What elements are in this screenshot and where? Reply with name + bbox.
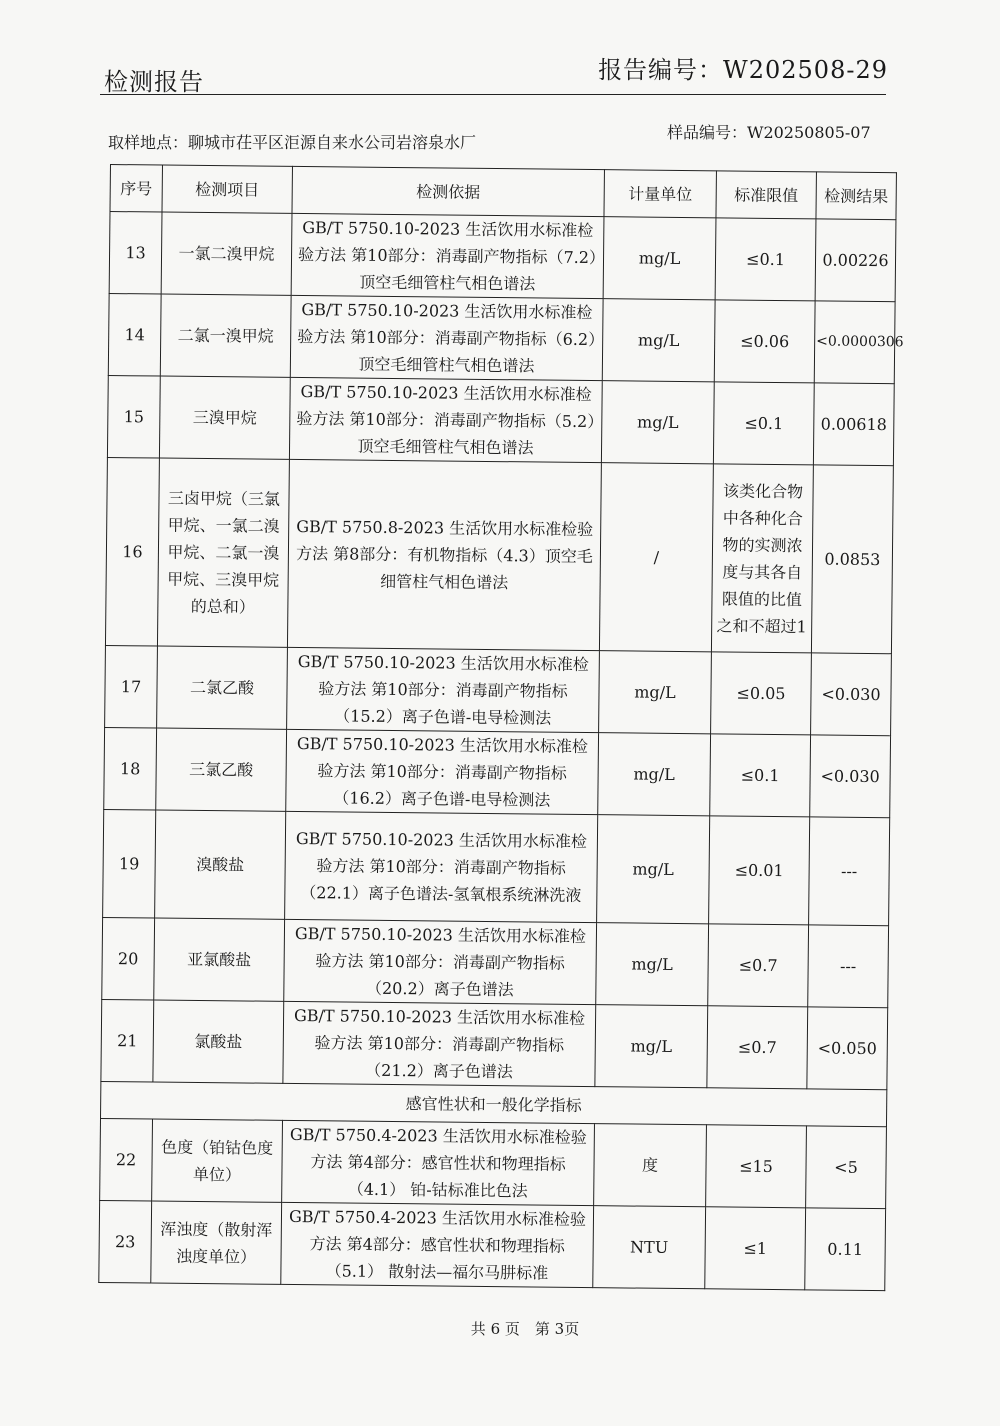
row-number: 14 — [108, 293, 161, 376]
row-number: 15 — [107, 375, 160, 458]
table-row — [107, 375, 894, 465]
test-basis: GB/T 5750.10-2023 生活饮用水标准检验方法 第10部分：消毒副产物指标（5.2）顶空毛细管柱气相色谱法 — [289, 377, 602, 462]
unit: mg/L — [598, 733, 711, 816]
row-number: 16 — [105, 457, 159, 646]
test-item: 二氯一溴甲烷 — [160, 294, 291, 377]
unit: mg/L — [599, 651, 712, 734]
unit: NTU — [593, 1206, 706, 1289]
sampling-location: 取样地点：聊城市茌平区洰源自来水公司岩溶泉水厂 — [108, 133, 477, 152]
test-item: 一氯二溴甲烷 — [161, 212, 292, 295]
col-header-basis: 检测依据 — [292, 166, 604, 216]
standard-limit: ≤0.7 — [708, 924, 809, 1007]
table-header-row — [110, 165, 896, 220]
test-item: 亚氯酸盐 — [154, 918, 285, 1001]
test-result: 0.11 — [805, 1208, 886, 1291]
document-title: 检测报告 — [104, 68, 204, 96]
test-result: <0.030 — [810, 735, 891, 818]
test-item: 三氯乙酸 — [156, 728, 287, 811]
col-header-limit: 标准限值 — [716, 171, 816, 219]
standard-limit: ≤0.7 — [707, 1006, 808, 1089]
test-result: 0.00618 — [813, 383, 894, 466]
test-item: 三卤甲烷（三氯甲烷、一氯二溴甲烷、二氯一溴甲烷、三溴甲烷的总和） — [157, 458, 289, 647]
table-row — [101, 999, 888, 1089]
unit: mg/L — [601, 381, 714, 464]
row-number: 19 — [103, 809, 156, 918]
unit: mg/L — [595, 1005, 708, 1088]
test-result: <0.050 — [807, 1007, 888, 1090]
test-basis: GB/T 5750.10-2023 生活饮用水标准检验方法 第10部分：消毒副产物指标（7.2）顶空毛细管柱气相色谱法 — [291, 213, 604, 298]
standard-limit: 该类化合物中各种化合物的实测浓度与其各自限值的比值之和不超过1 — [711, 464, 813, 653]
test-item: 二氯乙酸 — [157, 646, 288, 729]
unit: / — [599, 463, 713, 652]
test-basis: GB/T 5750.4-2023 生活饮用水标准检验方法 第4部分：感官性状和物理指标（5.1） 散射法—福尔马肼标准 — [281, 1202, 594, 1287]
table-row — [100, 1118, 887, 1208]
test-basis: GB/T 5750.8-2023 生活饮用水标准检验方法 第8部分：有机物指标（4.3）顶空毛细管柱气相色谱法 — [287, 459, 601, 650]
table-row — [105, 645, 892, 735]
test-basis: GB/T 5750.10-2023 生活饮用水标准检验方法 第10部分：消毒副产物指标（15.2）离子色谱-电导检测法 — [287, 647, 600, 732]
row-number: 20 — [102, 917, 155, 1000]
table-row — [109, 212, 896, 302]
test-result: --- — [809, 817, 890, 926]
test-result: 0.0853 — [811, 465, 893, 654]
table-row — [108, 293, 895, 383]
standard-limit: ≤0.1 — [710, 734, 811, 817]
table-row — [99, 1200, 886, 1290]
standard-limit: ≤0.01 — [709, 816, 810, 925]
table-row — [102, 917, 889, 1007]
test-item: 氯酸盐 — [153, 1000, 284, 1083]
standard-limit: ≤0.06 — [714, 300, 815, 383]
table-row — [104, 727, 891, 817]
test-result: --- — [808, 925, 889, 1008]
standard-limit: ≤0.1 — [715, 218, 816, 301]
unit: mg/L — [603, 217, 716, 300]
row-number: 22 — [100, 1118, 153, 1201]
header-divider — [100, 94, 886, 95]
col-header-result: 检测结果 — [816, 172, 896, 220]
page-counter: 共 6 页 第 3页 — [470, 1320, 580, 1338]
row-number: 17 — [105, 645, 158, 728]
standard-limit: ≤15 — [706, 1125, 807, 1208]
test-result: <0.030 — [811, 653, 892, 736]
section-title: 感官性状和一般化学指标 — [101, 1081, 887, 1126]
test-item: 溴酸盐 — [155, 810, 286, 919]
col-header-unit: 计量单位 — [604, 170, 716, 218]
test-basis: GB/T 5750.10-2023 生活饮用水标准检验方法 第10部分：消毒副产物指标（20.2）离子色谱法 — [284, 919, 597, 1004]
unit: mg/L — [602, 299, 715, 382]
row-number: 21 — [101, 999, 154, 1082]
report-number: 报告编号：W202508-29 — [598, 56, 888, 84]
col-header-item: 检测项目 — [162, 165, 292, 213]
test-result: 0.00226 — [815, 219, 896, 302]
test-result: <0.0000306 — [814, 301, 895, 384]
row-number: 23 — [99, 1200, 152, 1283]
unit: mg/L — [597, 815, 710, 924]
standard-limit: ≤0.05 — [711, 652, 812, 735]
standard-limit: ≤0.1 — [713, 382, 814, 465]
test-basis: GB/T 5750.10-2023 生活饮用水标准检验方法 第10部分：消毒副产物指标（22.1）离子色谱法-氢氧根系统淋洗液 — [285, 811, 598, 922]
test-basis: GB/T 5750.10-2023 生活饮用水标准检验方法 第10部分：消毒副产物指标（21.2）离子色谱法 — [283, 1001, 596, 1086]
sample-number: 样品编号：W20250805-07 — [667, 123, 871, 142]
test-item: 三溴甲烷 — [159, 376, 290, 459]
test-item: 色度（铂钴色度单位） — [152, 1119, 283, 1202]
test-basis: GB/T 5750.4-2023 生活饮用水标准检验方法 第4部分：感官性状和物理指标（4.1） 铂-钴标准比色法 — [282, 1120, 595, 1205]
row-number: 13 — [109, 212, 162, 295]
test-result: <5 — [806, 1126, 887, 1209]
test-basis: GB/T 5750.10-2023 生活饮用水标准检验方法 第10部分：消毒副产物指标（16.2）离子色谱-电导检测法 — [286, 729, 599, 814]
table-row — [103, 809, 890, 925]
test-basis: GB/T 5750.10-2023 生活饮用水标准检验方法 第10部分：消毒副产物指标（6.2）顶空毛细管柱气相色谱法 — [290, 295, 603, 380]
standard-limit: ≤1 — [705, 1207, 806, 1290]
unit: 度 — [594, 1124, 707, 1207]
col-header-no: 序号 — [110, 165, 162, 213]
unit: mg/L — [596, 923, 709, 1006]
test-item: 浑浊度（散射浑浊度单位） — [151, 1201, 282, 1284]
row-number: 18 — [104, 727, 157, 810]
table-row — [105, 457, 893, 653]
results-table — [98, 164, 904, 1291]
